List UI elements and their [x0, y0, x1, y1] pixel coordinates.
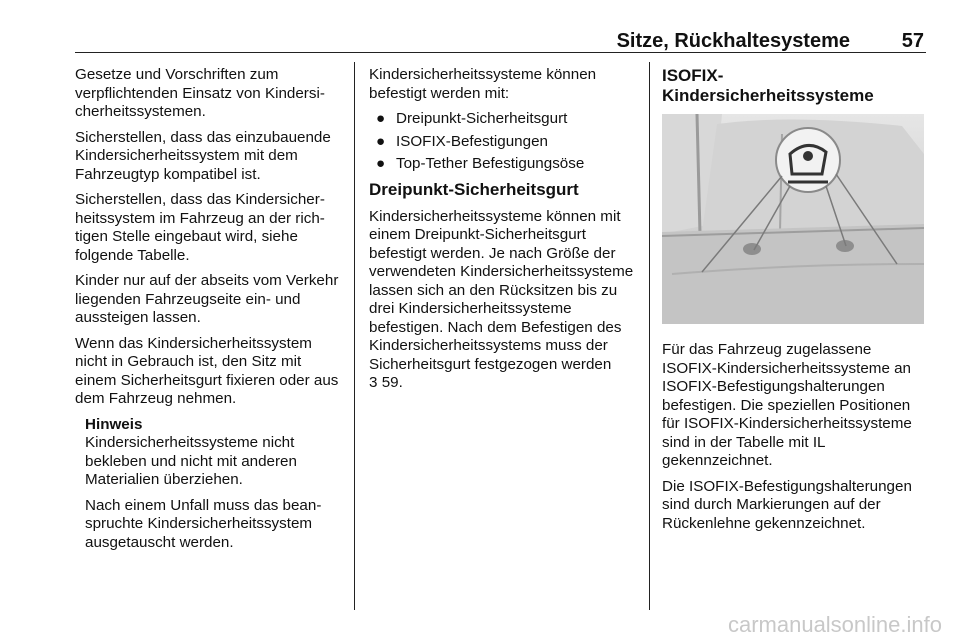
watermark: carmanualsonline.info	[727, 612, 942, 637]
column-2	[369, 66, 637, 400]
paragraph	[369, 208, 637, 393]
section-heading: Dreipunkt-Sicherheitsgurt	[369, 179, 579, 199]
note-paragraph: Kindersicherheitssysteme nicht bekleben und nicht mit anderen Materialien überziehen.	[85, 434, 297, 488]
list-item-text: Dreipunkt-Sicherheitsgurt	[396, 110, 568, 127]
heading-line: ISOFIX-	[662, 66, 724, 85]
intro-paragraph: Kindersicherheitssysteme können befestigt werden mit:	[369, 66, 597, 102]
paragraph: Wenn das Kindersicherheitssystem nicht in Gebrauch ist, den Sitz mit einem Sicherheitsgurt fixieren oder aus dem Fahrzeug nehmen.	[75, 334, 339, 407]
running-header-title: Sitze, Rückhaltesysteme	[616, 30, 850, 52]
note-title: Hinweis	[85, 415, 143, 433]
header-rule	[75, 52, 926, 53]
list-item	[369, 110, 637, 129]
note-paragraph: Nach einem Unfall muss das beanspruchte Kindersicherheitssystem ausgetauscht werden.	[85, 496, 322, 551]
page-reference[interactable]: 59.	[381, 374, 403, 391]
section-heading	[662, 66, 926, 106]
paragraph: Die ISOFIX-Befestigungshalterungen sind durch Markierungen auf der Rückenlehne gekennzeichnet.	[662, 477, 912, 532]
bullet-icon: ●	[376, 132, 386, 150]
paragraph: Gesetze und Vorschriften zum verpflichtenden Einsatz von Kindersicherheitssystemen.	[75, 66, 325, 120]
bullet-icon: ●	[376, 155, 386, 172]
list-item-text: ISOFIX-Befestigungen	[396, 132, 548, 150]
bullet-icon: ●	[376, 110, 386, 127]
page-number: 57	[901, 30, 924, 52]
column-1	[75, 66, 343, 559]
column-3	[662, 66, 926, 540]
list-item	[369, 155, 637, 174]
paragraph: Für das Fahrzeug zugelassene ISOFIX-Kindersicherheitssysteme an ISOFIX-Befestigungshalterungen befestigen. Die speziellen Positionen für ISOFIX-Kindersicherheitssysteme sind in der Tabelle mit IL gekennzeichnet.	[662, 341, 912, 469]
paragraph: Sicherstellen, dass das Kindersicherheitssystem im Fahrzeug an der richtigen Stelle eingebaut wird, siehe folgende Tabelle.	[75, 191, 325, 264]
isofix-seat-photo	[662, 114, 924, 324]
heading-line: Kindersicherheitssysteme	[662, 86, 874, 105]
column-divider-1	[354, 62, 355, 610]
page-reference-icon[interactable]: 3	[369, 374, 378, 391]
column-divider-2	[649, 62, 650, 610]
attachment-methods-list	[369, 110, 637, 174]
paragraph: Sicherstellen, dass das einzubauende Kindersicherheitssystem mit dem Fahrzeugtyp kompatibel ist.	[75, 128, 331, 183]
list-item	[369, 133, 637, 152]
note-box	[85, 416, 343, 553]
paragraph: Kinder nur auf der abseits vom Verkehr liegenden Fahrzeugseite ein- und aussteigen lassen.	[75, 272, 339, 326]
list-item-text: Top-Tether Befestigungsöse	[396, 155, 585, 172]
paragraph-text: Kindersicherheitssysteme können mit einem Dreipunkt-Sicherheitsgurt befestigt werden. Je nach Größe der verwendeten Kindersicherheitssysteme lassen sich an den Rücksitzen bis zu drei Kindersicherheitssysteme befestigen. Nach dem Befestigen des Kindersicherheitssystems muss der Sicherheitsgurt festgezogen werden	[369, 207, 634, 373]
